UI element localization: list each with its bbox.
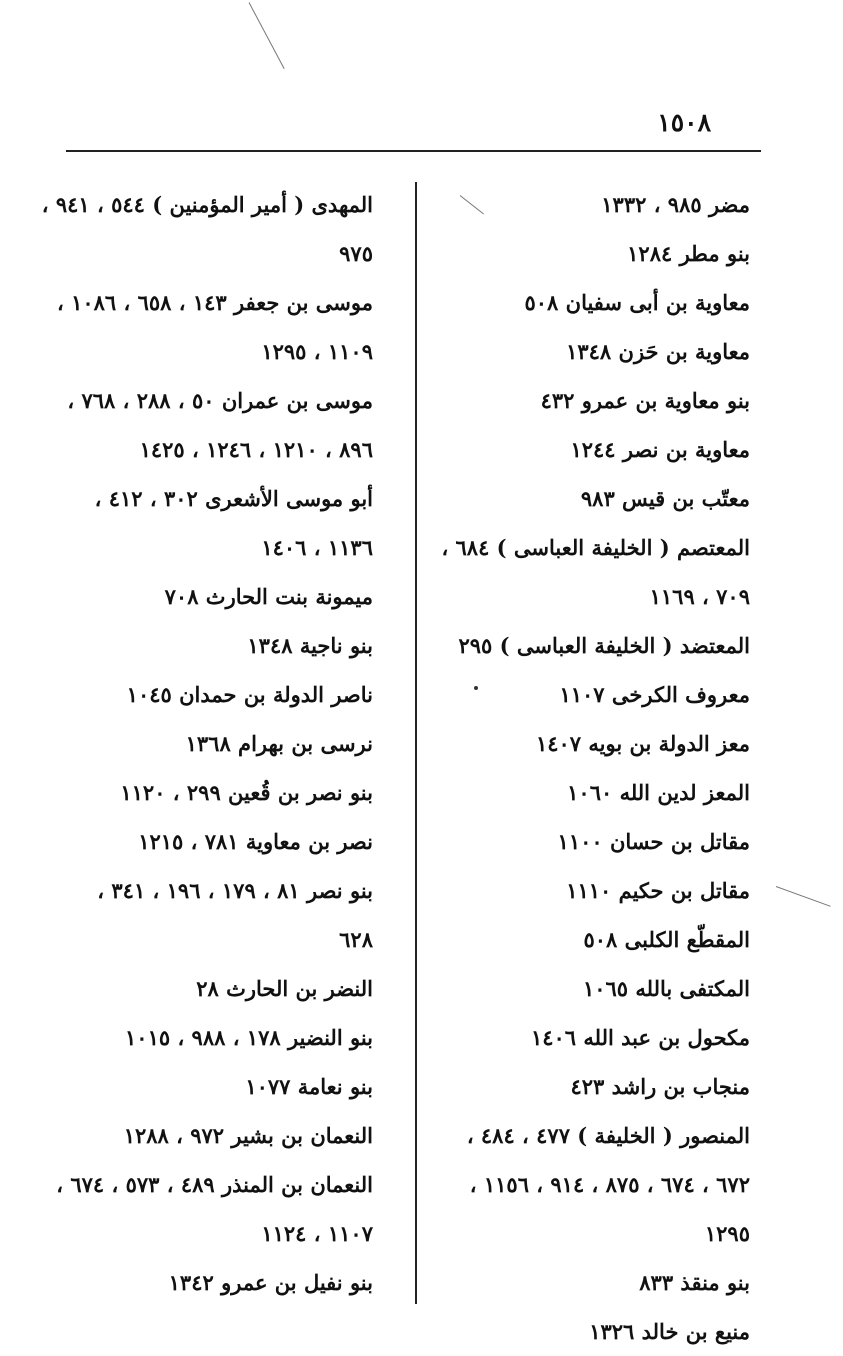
index-entry: معز الدولة بن بويه ١٤٠٧ (535, 731, 750, 756)
index-entry: ٧٠٩ ، ١١٦٩ (649, 584, 750, 609)
index-entry: بنو نعامة ١٠٧٧ (245, 1074, 373, 1099)
index-entry: بنو النضير ١٧٨ ، ٩٨٨ ، ١٠١٥ (125, 1025, 373, 1050)
index-entry: ٦٢٨ (339, 927, 373, 952)
index-entry: أبو موسى الأشعرى ٣٠٢ ، ٤١٢ ، (94, 486, 373, 511)
scan-mark-top (249, 2, 285, 69)
index-entry: ١١٠٩ ، ١٢٩٥ (261, 339, 373, 364)
index-column-right (441, 180, 750, 1356)
index-entry: بنو نفيل بن عمرو ١٣٤٢ (168, 1270, 373, 1295)
scan-mark-right-margin (776, 886, 831, 907)
index-entry: معاوية بن أبى سفيان ٥٠٨ (524, 290, 750, 315)
index-entry: بنو معاوية بن عمرو ٤٣٢ (540, 388, 750, 413)
index-entry: ميمونة بنت الحارث ٧٠٨ (164, 584, 373, 609)
index-entry: المهدى ( أمير المؤمنين ) ٥٤٤ ، ٩٤١ ، (41, 192, 373, 217)
column-divider (415, 182, 417, 1304)
index-entry: مكحول بن عبد الله ١٤٠٦ (530, 1025, 750, 1050)
scan-dot (474, 686, 478, 690)
index-entry: مضر ٩٨٥ ، ١٣٣٢ (601, 192, 750, 217)
index-entry: مقاتل بن حكيم ١١١٠ (566, 878, 750, 903)
index-entry: النعمان بن المنذر ٤٨٩ ، ٥٧٣ ، ٦٧٤ ، (56, 1172, 373, 1197)
index-entry: منجاب بن راشد ٤٢٣ (570, 1074, 750, 1099)
index-entry: نرسى بن بهرام ١٣٦٨ (185, 731, 373, 756)
index-entry: المعتصم ( الخليفة العباسى ) ٦٨٤ ، (441, 535, 750, 560)
index-entry: المعز لدين الله ١٠٦٠ (567, 780, 750, 805)
index-entry: مقاتل بن حسان ١١٠٠ (557, 829, 750, 854)
index-column-left (41, 180, 373, 1307)
index-entry: ١٢٩٥ (704, 1221, 750, 1246)
index-entry: معتّب بن قيس ٩٨٣ (580, 486, 750, 511)
index-entry: النضر بن الحارث ٢٨ (196, 976, 373, 1001)
index-entry: بنو منقذ ٨٣٣ (639, 1270, 750, 1295)
index-entry: بنو نصر ٨١ ، ١٧٩ ، ١٩٦ ، ٣٤١ ، (97, 878, 373, 903)
index-entry: ٨٩٦ ، ١٢١٠ ، ١٢٤٦ ، ١٤٢٥ (139, 437, 373, 462)
header-rule (66, 150, 761, 152)
index-entry: موسى بن عمران ٥٠ ، ٢٨٨ ، ٧٦٨ ، (67, 388, 373, 413)
index-entry: النعمان بن بشير ٩٧٢ ، ١٢٨٨ (123, 1123, 373, 1148)
index-entry: المنصور ( الخليفة ) ٤٧٧ ، ٤٨٤ ، (466, 1123, 750, 1148)
index-entry: ٩٧٥ (339, 241, 373, 266)
index-entry: ١١٠٧ ، ١١٢٤ (261, 1221, 373, 1246)
index-entry: المعتضد ( الخليفة العباسى ) ٢٩٥ (458, 633, 750, 658)
index-entry: معاوية بن نصر ١٢٤٤ (570, 437, 750, 462)
index-entry: نصر بن معاوية ٧٨١ ، ١٢١٥ (138, 829, 373, 854)
index-entry: موسى بن جعفر ١٤٣ ، ٦٥٨ ، ١٠٨٦ ، (56, 290, 373, 315)
index-entry: المكتفى بالله ١٠٦٥ (582, 976, 750, 1001)
index-entry: منيع بن خالد ١٣٢٦ (589, 1319, 750, 1344)
index-entry: ١١٣٦ ، ١٤٠٦ (261, 535, 373, 560)
index-entry: ٦٧٢ ، ٦٧٤ ، ٨٧٥ ، ٩١٤ ، ١١٥٦ ، (469, 1172, 750, 1197)
index-entry: ناصر الدولة بن حمدان ١٠٤٥ (126, 682, 373, 707)
index-entry: معاوية بن حَزن ١٣٤٨ (566, 339, 750, 364)
index-entry: المقطّع الكلبى ٥٠٨ (583, 927, 750, 952)
index-entry: بنو نصر بن قُعين ٢٩٩ ، ١١٢٠ (120, 780, 373, 805)
index-entry: معروف الكرخى ١١٠٧ (559, 682, 750, 707)
index-entry: بنو مطر ١٢٨٤ (627, 241, 750, 266)
page-number: ١٥٠٨ (657, 108, 711, 137)
index-entry: بنو ناجية ١٣٤٨ (247, 633, 373, 658)
